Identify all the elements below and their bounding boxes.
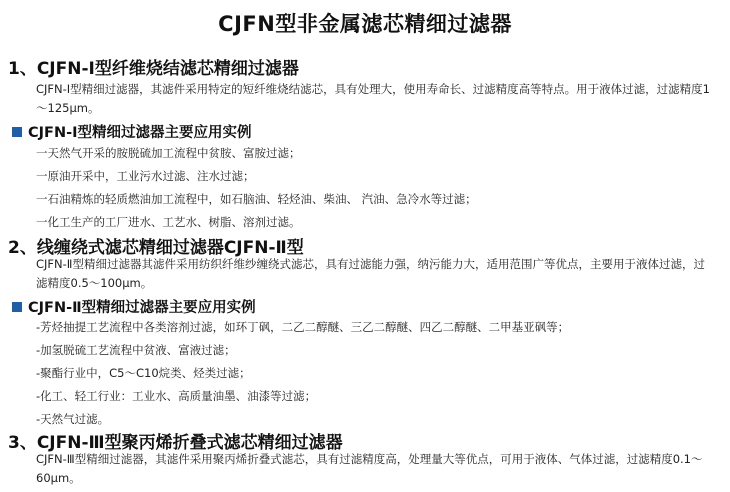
list-item: -化工、轻工行业：工业水、高质量油墨、油漆等过滤；	[36, 389, 317, 403]
section-2-subheading-text: CJFN-Ⅱ型精细过滤器主要应用实例	[28, 300, 256, 316]
section-1-subheading-text: CJFN-Ⅰ型精细过滤器主要应用实例	[28, 125, 252, 141]
section-1-subheading	[12, 121, 252, 142]
section-1-heading: 1、CJFN-Ⅰ型纤维烧结滤芯精细过滤器	[8, 59, 299, 79]
list-item: 一原油开采中，工业污水过滤、注水过滤；	[36, 169, 255, 183]
list-item: -加氢脱硫工艺流程中贫液、富液过滤；	[36, 343, 236, 357]
list-item: -芳烃抽提工艺流程中各类溶剂过滤，如环丁砜，二乙二醇醚、三乙二醇醚、四乙二醇醚、二甲基亚砜等；	[36, 320, 570, 334]
section-2-list	[36, 316, 569, 431]
square-bullet-icon	[12, 302, 22, 312]
list-item: 一石油精炼的轻质燃油加工流程中，如石脑油、轻烃油、柴油、 汽油、急冷水等过滤；	[36, 192, 477, 206]
section-1-paragraph: CJFN-Ⅰ型精细过滤器，其滤件采用特定的短纤维烧结滤芯，具有处理大，使用寿命长、过滤精度高等特点。用于液体过滤，过滤精度1～125μm。	[36, 82, 710, 115]
section-3-heading: 3、CJFN-Ⅲ型聚丙烯折叠式滤芯精细过滤器	[8, 433, 343, 453]
square-bullet-icon	[12, 127, 22, 137]
section-3-paragraph: CJFN-Ⅲ型精细过滤器，其滤件采用聚丙烯折叠式滤芯，具有过滤精度高，处理量大等优点，可用于液体、气体过滤，过滤精度0.1～60μm。	[36, 452, 703, 485]
list-item: 一化工生产的工厂进水、工艺水、树脂、溶剂过滤。	[36, 215, 301, 229]
section-1-list	[36, 142, 477, 234]
list-item: -天然气过滤。	[36, 412, 110, 426]
list-item: -聚酯行业中，C5～C10烷类、烃类过滤；	[36, 366, 251, 380]
section-2-subheading	[12, 296, 256, 317]
section-2-heading: 2、线缠绕式滤芯精细过滤器CJFN-Ⅱ型	[8, 238, 304, 258]
page-title: CJFN型非金属滤芯精细过滤器	[218, 12, 512, 36]
list-item: 一天然气开采的胺脱硫加工流程中贫胺、富胺过滤；	[36, 146, 301, 160]
section-2-paragraph: CJFN-Ⅱ型精细过滤器其滤件采用纺织纤维纱缠绕式滤芯，具有过滤能力强，纳污能力大，适用范围广等优点，主要用于液体过滤，过滤精度0.5～100μm。	[36, 257, 705, 290]
